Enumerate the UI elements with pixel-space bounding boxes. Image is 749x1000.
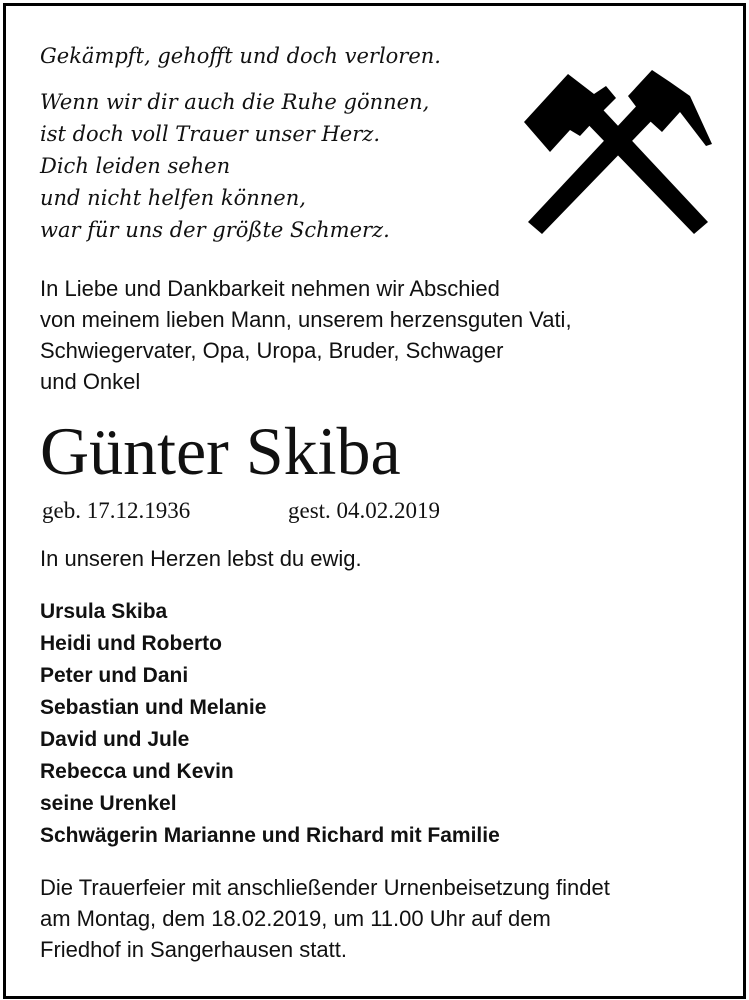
ceremony-line: Friedhof in Sangerhausen statt. xyxy=(40,937,347,962)
poem-line: Wenn wir dir auch die Ruhe gönnen, xyxy=(40,90,430,114)
mourner: Sebastian und Melanie xyxy=(40,696,267,719)
death-date: gest. 04.02.2019 xyxy=(288,498,441,523)
ceremony-line: Die Trauerfeier mit anschließender Urnenbeisetzung findet xyxy=(40,875,610,900)
birth-date: geb. 17.12.1936 xyxy=(42,498,191,523)
ceremony-line: am Montag, dem 18.02.2019, um 11.00 Uhr auf dem xyxy=(40,906,551,931)
intro-line: und Onkel xyxy=(40,369,141,394)
life-dates xyxy=(42,496,720,526)
mourner: Ursula Skiba xyxy=(40,600,168,623)
poem xyxy=(40,86,520,246)
mourner: David und Jule xyxy=(40,728,190,751)
poem-line: und nicht helfen können, xyxy=(40,186,306,210)
ceremony-notice xyxy=(40,872,720,965)
poem-line: ist doch voll Trauer unser Herz. xyxy=(40,122,380,146)
mourner: Peter und Dani xyxy=(40,664,189,687)
intro-line: von meinem lieben Mann, unserem herzensguten Vati, xyxy=(40,307,572,332)
deceased-name: Günter Skiba xyxy=(40,413,401,489)
intro-line: Schwiegervater, Opa, Uropa, Bruder, Schwager xyxy=(40,338,504,363)
poem-line: Dich leiden sehen xyxy=(40,154,231,178)
motto: Gekämpft, gehofft und doch verloren. xyxy=(40,44,441,68)
intro-line: In Liebe und Dankbarkeit nehmen wir Abschied xyxy=(40,276,500,301)
mourner: Schwägerin Marianne und Richard mit Familie xyxy=(40,824,500,847)
closing-line: In unseren Herzen lebst du ewig. xyxy=(40,546,362,571)
mourner: Rebecca und Kevin xyxy=(40,760,234,783)
mourners-list xyxy=(40,596,720,852)
mourner: seine Urenkel xyxy=(40,792,177,815)
mourner: Heidi und Roberto xyxy=(40,632,222,655)
poem-line: war für uns der größte Schmerz. xyxy=(40,218,390,242)
farewell-intro xyxy=(40,273,720,397)
obituary-text xyxy=(40,40,720,965)
